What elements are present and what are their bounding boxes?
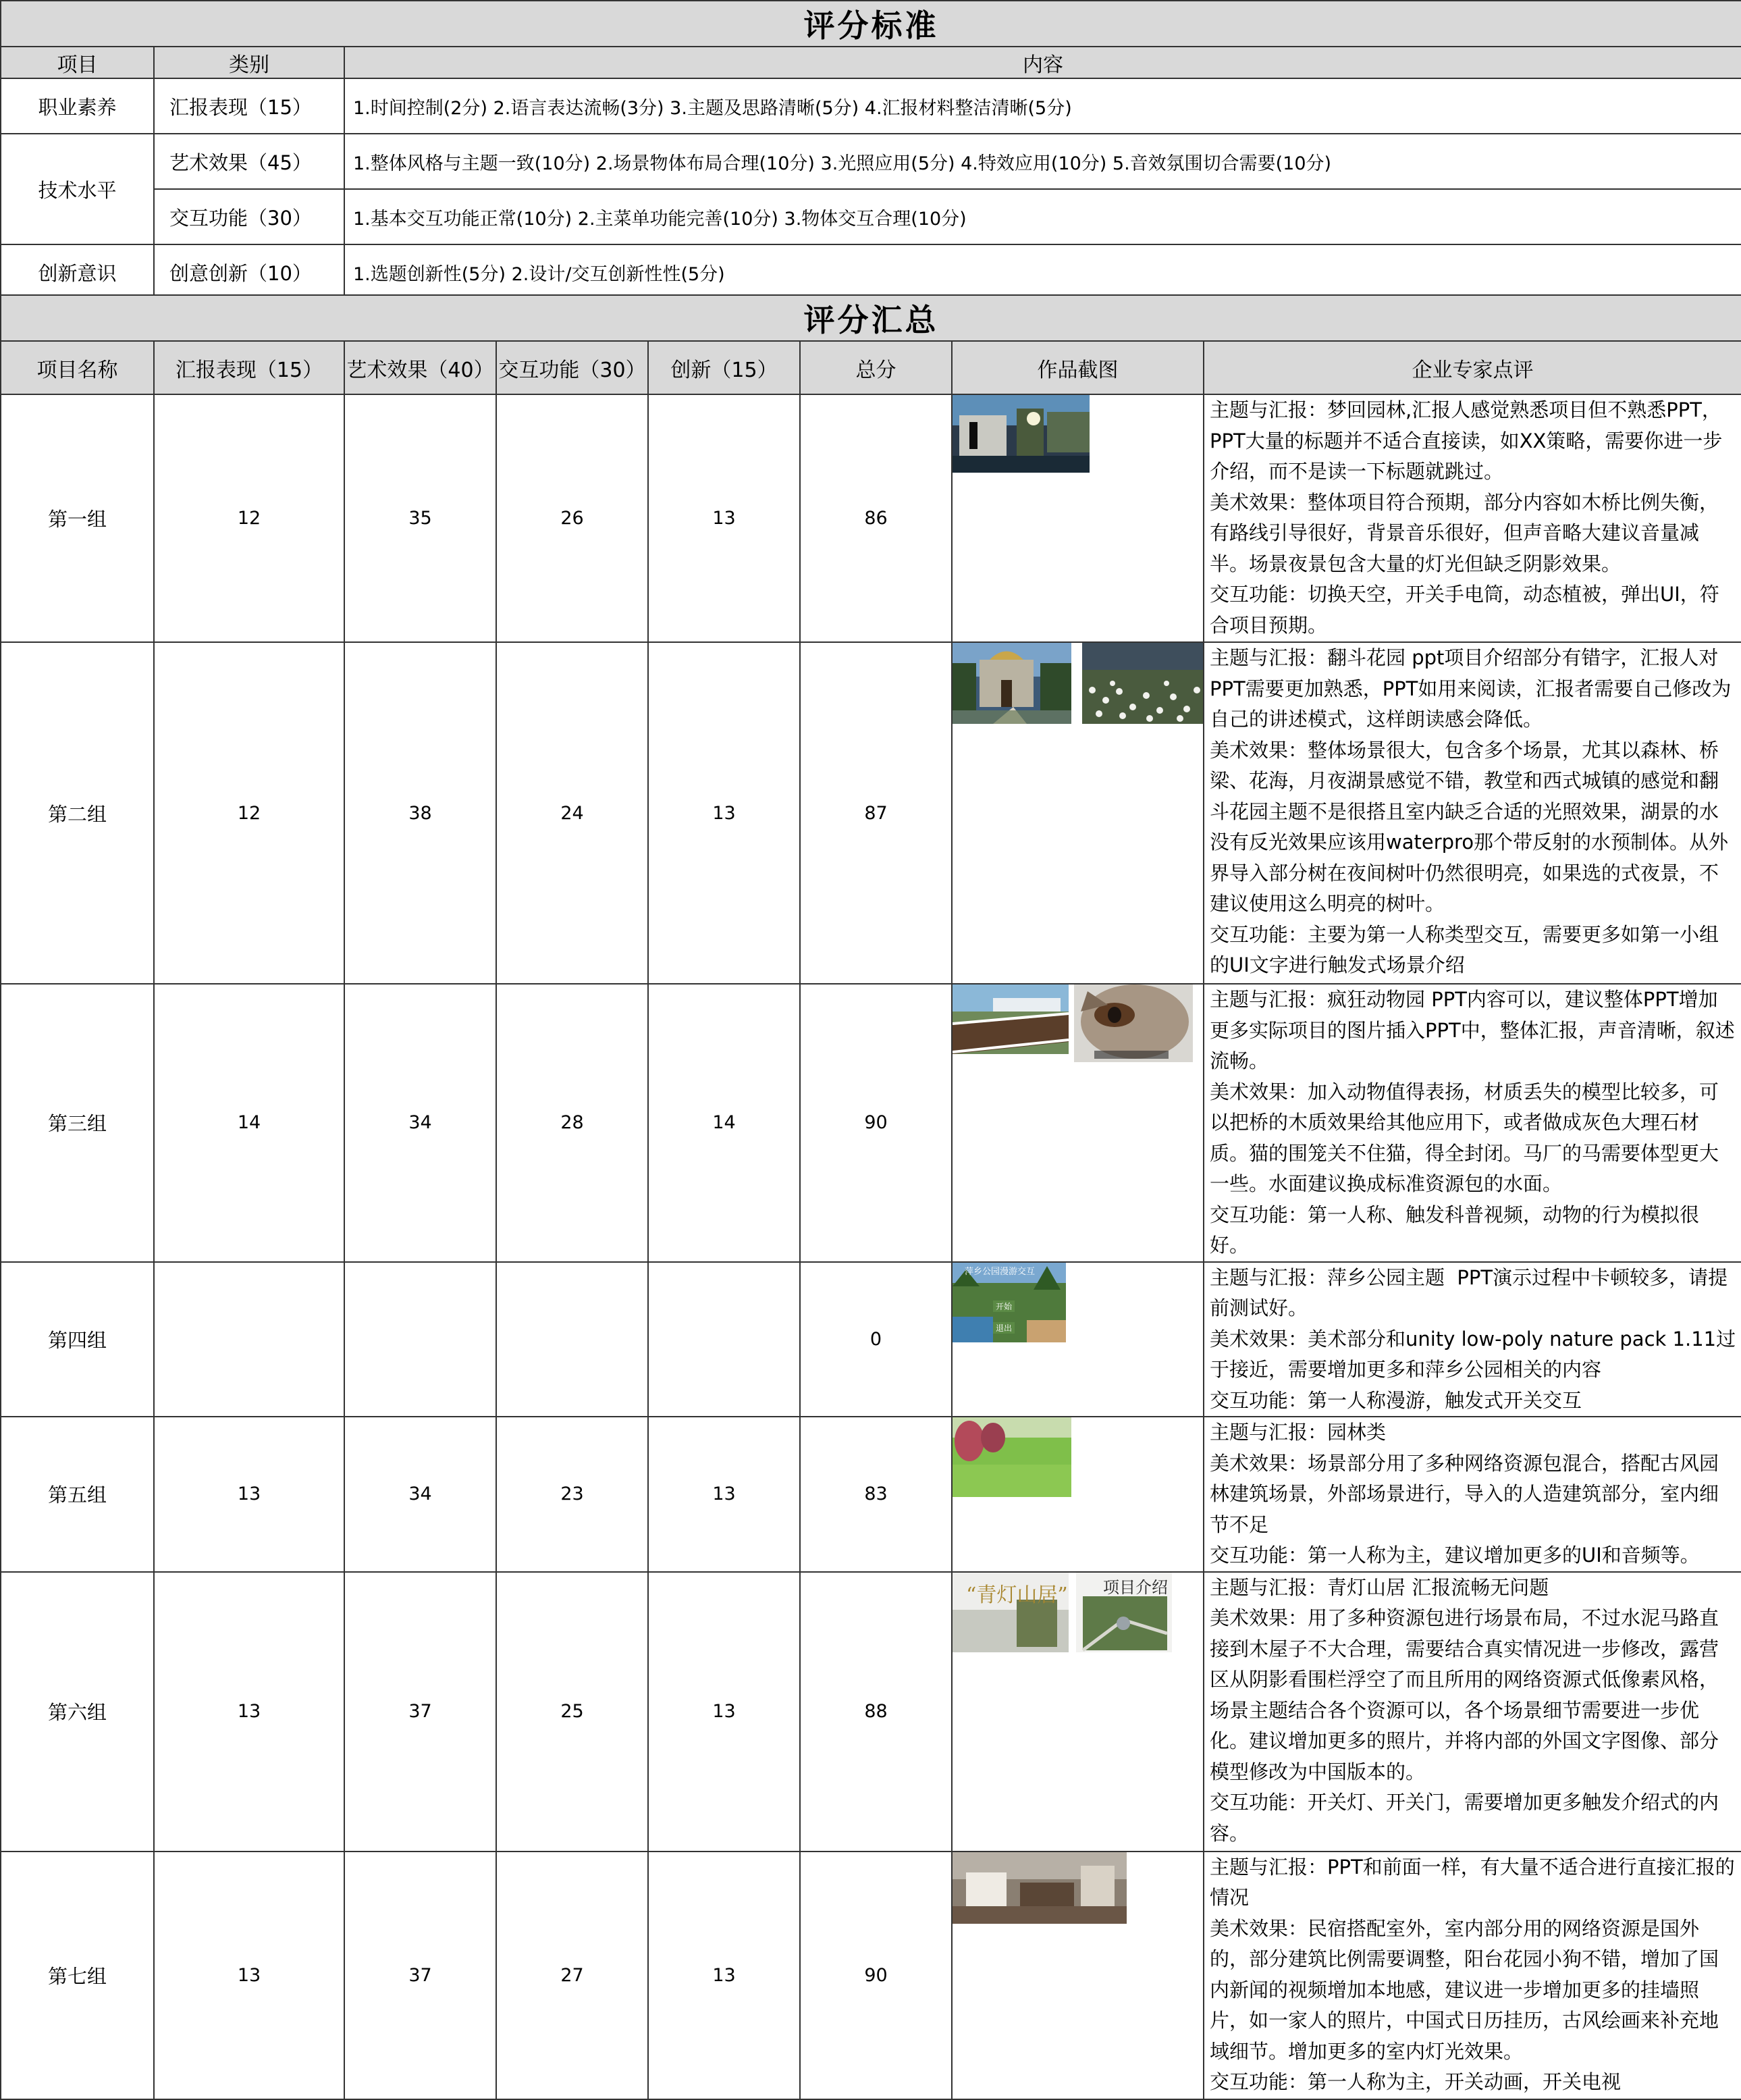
screenshot-caption: 萍乡公园漫游交互 <box>965 1266 1036 1277</box>
standard-category: 艺术效果（45） <box>154 134 344 189</box>
standards-table <box>0 0 1741 300</box>
header-item: 项目 <box>1 47 154 78</box>
header-category: 类别 <box>154 47 344 78</box>
score-report: 12 <box>154 394 344 642</box>
score-interaction: 27 <box>496 1852 648 2099</box>
score-interaction: 26 <box>496 394 648 642</box>
screenshot-start-button: 开始 <box>993 1301 1015 1312</box>
header-content: 内容 <box>344 47 1741 78</box>
summary-table <box>0 294 1741 2100</box>
score-report: 13 <box>154 1417 344 1572</box>
screenshot-cell <box>952 1572 1204 1852</box>
group-name: 第三组 <box>1 984 154 1262</box>
table-row <box>1 1572 1741 1852</box>
score-total: 87 <box>800 642 952 984</box>
header-art: 艺术效果（40） <box>344 341 496 394</box>
expert-comment <box>1204 1262 1741 1417</box>
work-screenshot[interactable] <box>953 1852 1127 1924</box>
score-innovation: 13 <box>648 394 800 642</box>
comment-interaction: 交互功能：第一人称、触发科普视频，动物的行为模拟很好。 <box>1210 1203 1700 1257</box>
work-screenshot[interactable] <box>953 395 1090 473</box>
comment-report: 主题与汇报：PPT和前面一样，有大量不适合进行直接汇报的情况 <box>1210 1855 1735 1909</box>
header-project-name: 项目名称 <box>1 341 154 394</box>
score-report: 13 <box>154 1852 344 2099</box>
table-row <box>1 642 1741 984</box>
score-report <box>154 1262 344 1417</box>
header-innovation: 创新（15） <box>648 341 800 394</box>
screenshot-cell <box>952 394 1204 642</box>
expert-comment <box>1204 984 1741 1262</box>
comment-interaction: 交互功能：第一人称为主，开关动画，开关电视 <box>1210 2070 1622 2093</box>
work-screenshot[interactable] <box>1074 985 1193 1062</box>
score-total: 90 <box>800 1852 952 2099</box>
comment-report: 主题与汇报：翻斗花园 ppt项目介绍部分有错字，汇报人对PPT需要更加熟悉，PPT如用来阅读，汇报者需要自己修改为自己的讲述模式，这样朗读感会降低。 <box>1210 646 1732 731</box>
comment-art: 美术效果：民宿搭配室外，室内部分用的网络资源是国外的，部分建筑比例需要调整，阳台花园小狗不错，增加了国内新闻的视频增加本地感，建议进一步增加更多的挂墙照片，如一家人的照片，中国式日历挂历，古风绘画来补充地域细节。增加更多的室内灯光效果。 <box>1210 1916 1719 2063</box>
comment-art: 美术效果：用了多种资源包进行场景布局，不过水泥马路直接到木屋子不大合理，需要结合真实情况进一步修改，露营区从阴影看围栏浮空了而且所用的网络资源式低像素风格，场景主题结合各个资源可以，各个场景细节需要进一步优化。建议增加更多的照片，并将内部的外国文字图像、部分模型修改为中国版本的。 <box>1210 1606 1719 1783</box>
comment-report: 主题与汇报：青灯山居 汇报流畅无问题 <box>1210 1575 1549 1599</box>
score-art: 38 <box>344 642 496 984</box>
work-screenshot[interactable] <box>1082 643 1204 724</box>
standard-category: 交互功能（30） <box>154 189 344 244</box>
screenshot-title: “青灯山居” <box>966 1583 1068 1607</box>
score-report: 13 <box>154 1572 344 1852</box>
comment-report: 主题与汇报：疯狂动物园 PPT内容可以，建议整体PPT增加更多实际项目的图片插入PPT中，整体汇报，声音清晰，叙述流畅。 <box>1210 988 1735 1072</box>
score-art: 34 <box>344 984 496 1262</box>
standard-row <box>1 244 1741 300</box>
work-screenshot[interactable] <box>953 1573 1069 1652</box>
standard-row <box>1 189 1741 244</box>
score-total: 88 <box>800 1572 952 1852</box>
table-row <box>1 1262 1741 1417</box>
score-innovation: 13 <box>648 1417 800 1572</box>
group-name: 第二组 <box>1 642 154 984</box>
standard-content: 1.选题创新性(5分) 2.设计/交互创新性性(5分) <box>344 244 1741 300</box>
screenshot-exit-button: 退出 <box>993 1322 1015 1334</box>
comment-report: 主题与汇报：园林类 <box>1210 1421 1387 1444</box>
score-art: 37 <box>344 1852 496 2099</box>
score-art: 35 <box>344 394 496 642</box>
expert-comment <box>1204 642 1741 984</box>
standard-category: 汇报表现（15） <box>154 78 344 134</box>
score-innovation: 13 <box>648 1572 800 1852</box>
score-total: 86 <box>800 394 952 642</box>
score-innovation: 13 <box>648 642 800 984</box>
score-report: 12 <box>154 642 344 984</box>
header-interaction: 交互功能（30） <box>496 341 648 394</box>
group-name: 第四组 <box>1 1262 154 1417</box>
work-screenshot[interactable] <box>953 1263 1066 1342</box>
group-name: 第七组 <box>1 1852 154 2099</box>
score-total: 0 <box>800 1262 952 1417</box>
work-screenshot[interactable] <box>953 643 1071 724</box>
score-innovation <box>648 1262 800 1417</box>
table-row <box>1 1417 1741 1572</box>
comment-interaction: 交互功能：第一人称漫游，触发式开关交互 <box>1210 1388 1582 1412</box>
header-report: 汇报表现（15） <box>154 341 344 394</box>
header-total: 总分 <box>800 341 952 394</box>
standard-category: 创意创新（10） <box>154 244 344 300</box>
group-name: 第一组 <box>1 394 154 642</box>
summary-title: 评分汇总 <box>1 295 1741 341</box>
score-innovation: 14 <box>648 984 800 1262</box>
score-interaction: 24 <box>496 642 648 984</box>
group-name: 第六组 <box>1 1572 154 1852</box>
expert-comment <box>1204 1572 1741 1852</box>
comment-interaction: 交互功能：开关灯、开关门，需要增加更多触发介绍式的内容。 <box>1210 1791 1719 1845</box>
table-row <box>1 394 1741 642</box>
group-name: 第五组 <box>1 1417 154 1572</box>
table-row <box>1 1852 1741 2099</box>
comment-art: 美术效果：整体场景很大，包含多个场景，尤其以森林、桥梁、花海，月夜湖景感觉不错，教堂和西式城镇的感觉和翻斗花园主题不是很搭且室内缺乏合适的光照效果，湖景的水没有反光效果应该用waterpro那个带反射的水预制体。从外界导入部分树在夜间树叶仍然很明亮，如果选的式夜景，不建议使用这么明亮的树叶。 <box>1210 738 1729 915</box>
work-screenshot[interactable] <box>953 1417 1071 1497</box>
score-total: 83 <box>800 1417 952 1572</box>
work-screenshot[interactable] <box>1076 1573 1172 1652</box>
comment-art: 美术效果：场景部分用了多种网络资源包混合，搭配古风园林建筑场景，外部场景进行，导入的人造建筑部分，室内细节不足 <box>1210 1451 1719 1536</box>
comment-interaction: 交互功能：第一人称为主，建议增加更多的UI和音频等。 <box>1210 1544 1700 1567</box>
screenshot-cell <box>952 1417 1204 1572</box>
expert-comment <box>1204 1417 1741 1572</box>
comment-report: 主题与汇报：萍乡公园主题 PPT演示过程中卡顿较多，请提前测试好。 <box>1210 1265 1728 1319</box>
score-art: 34 <box>344 1417 496 1572</box>
score-innovation: 13 <box>648 1852 800 2099</box>
standard-content: 1.整体风格与主题一致(10分) 2.场景物体布局合理(10分) 3.光照应用(5分) 4.特效应用(10分) 5.音效氛围切合需要(10分) <box>344 134 1741 189</box>
standard-row <box>1 78 1741 134</box>
score-total: 90 <box>800 984 952 1262</box>
comment-art: 美术效果：加入动物值得表扬，材质丢失的模型比较多，可以把桥的木质效果给其他应用下，或者做成灰色大理石材质。猫的围笼关不住猫，得全封闭。马厂的马需要体型更大一些。水面建议换成标准资源包的水面。 <box>1210 1080 1719 1195</box>
header-expert-comment: 企业专家点评 <box>1204 341 1741 394</box>
expert-comment <box>1204 1852 1741 2099</box>
score-interaction: 25 <box>496 1572 648 1852</box>
comment-interaction: 交互功能：切换天空，开关手电筒，动态植被，弹出UI，符合项目预期。 <box>1210 583 1719 637</box>
score-interaction: 28 <box>496 984 648 1262</box>
score-art: 37 <box>344 1572 496 1852</box>
score-report: 14 <box>154 984 344 1262</box>
comment-interaction: 交互功能：主要为第一人称类型交互，需要更多如第一小组的UI文字进行触发式场景介绍 <box>1210 922 1719 976</box>
standard-item: 创新意识 <box>1 244 154 300</box>
comment-art: 美术效果：美术部分和unity low-poly nature pack 1.11过于接近，需要增加更多和萍乡公园相关的内容 <box>1210 1327 1736 1381</box>
standards-title: 评分标准 <box>1 1 1741 47</box>
comment-art: 美术效果：整体项目符合预期，部分内容如木桥比例失衡，有路线引导很好，背景音乐很好，但声音略大建议音量减半。场景夜景包含大量的灯光但缺乏阴影效果。 <box>1210 490 1719 575</box>
expert-comment <box>1204 394 1741 642</box>
standard-content: 1.基本交互功能正常(10分) 2.主菜单功能完善(10分) 3.物体交互合理(10分) <box>344 189 1741 244</box>
screenshot-intro: 项目介绍 <box>1103 1577 1168 1597</box>
score-interaction <box>496 1262 648 1417</box>
work-screenshot[interactable] <box>953 985 1069 1054</box>
standard-row <box>1 134 1741 189</box>
score-interaction: 23 <box>496 1417 648 1572</box>
screenshot-cell <box>952 984 1204 1262</box>
screenshot-cell <box>952 1262 1204 1417</box>
standard-item: 技术水平 <box>1 134 154 244</box>
score-art <box>344 1262 496 1417</box>
standard-content: 1.时间控制(2分) 2.语言表达流畅(3分) 3.主题及思路清晰(5分) 4.汇报材料整洁清晰(5分) <box>344 78 1741 134</box>
comment-report: 主题与汇报：梦回园林,汇报人感觉熟悉项目但不熟悉PPT，PPT大量的标题并不适合直接读，如XX策略，需要你进一步介绍，而不是读一下标题就跳过。 <box>1210 398 1723 483</box>
screenshot-cell <box>952 1852 1204 2099</box>
standard-item: 职业素养 <box>1 78 154 134</box>
header-screenshot: 作品截图 <box>952 341 1204 394</box>
screenshot-cell <box>952 642 1204 984</box>
table-row <box>1 984 1741 1262</box>
